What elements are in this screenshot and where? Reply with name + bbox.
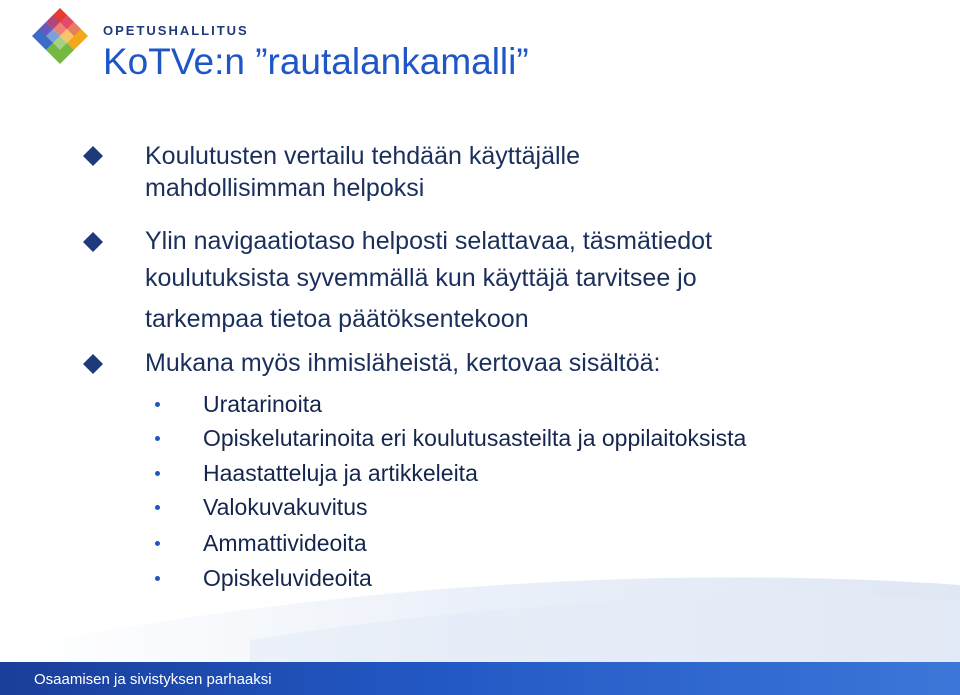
sub-bullet: Opiskeluvideoita: [203, 565, 372, 591]
sub-bullet: Uratarinoita: [203, 391, 322, 417]
diamond-bullet-icon: [82, 145, 104, 167]
diamond-bullet-icon: [82, 353, 104, 375]
sub-bullet: Ammattivideoita: [203, 530, 367, 556]
bullet-line: Koulutusten vertailu tehdään käyttäjälle: [145, 142, 581, 170]
footer-text: Osaamisen ja sivistyksen parhaaksi: [34, 671, 272, 688]
sub-bullet: Haastatteluja ja artikkeleita: [203, 460, 478, 486]
bullet-line: koulutuksista syvemmällä kun käyttäjä tarvitsee jo: [145, 264, 697, 292]
sub-bullet: Valokuvakuvitus: [203, 494, 368, 520]
bullet-line: Mukana myös ihmisläheistä, kertovaa sisältöä:: [145, 349, 661, 377]
bullet-line: mahdollisimman helpoksi: [145, 174, 425, 202]
dot-bullet-icon: [155, 471, 160, 476]
dot-bullet-icon: [155, 505, 160, 510]
page-title: KoTVe:n ”rautalankamalli”: [103, 41, 529, 82]
dot-bullet-icon: [155, 541, 160, 546]
sub-bullet: Opiskelutarinoita eri koulutusasteilta ja oppilaitoksista: [203, 425, 747, 451]
dot-bullet-icon: [155, 402, 160, 407]
diamond-bullet-icon: [82, 231, 104, 253]
bullet-line: Ylin navigaatiotaso helposti selattavaa, täsmätiedot: [145, 227, 713, 255]
opetushallitus-logo-icon: [30, 6, 90, 66]
dot-bullet-icon: [155, 436, 160, 441]
org-name: OPETUSHALLITUS: [103, 23, 249, 38]
bullet-line: tarkempaa tietoa päätöksentekoon: [145, 305, 529, 333]
dot-bullet-icon: [155, 576, 160, 581]
